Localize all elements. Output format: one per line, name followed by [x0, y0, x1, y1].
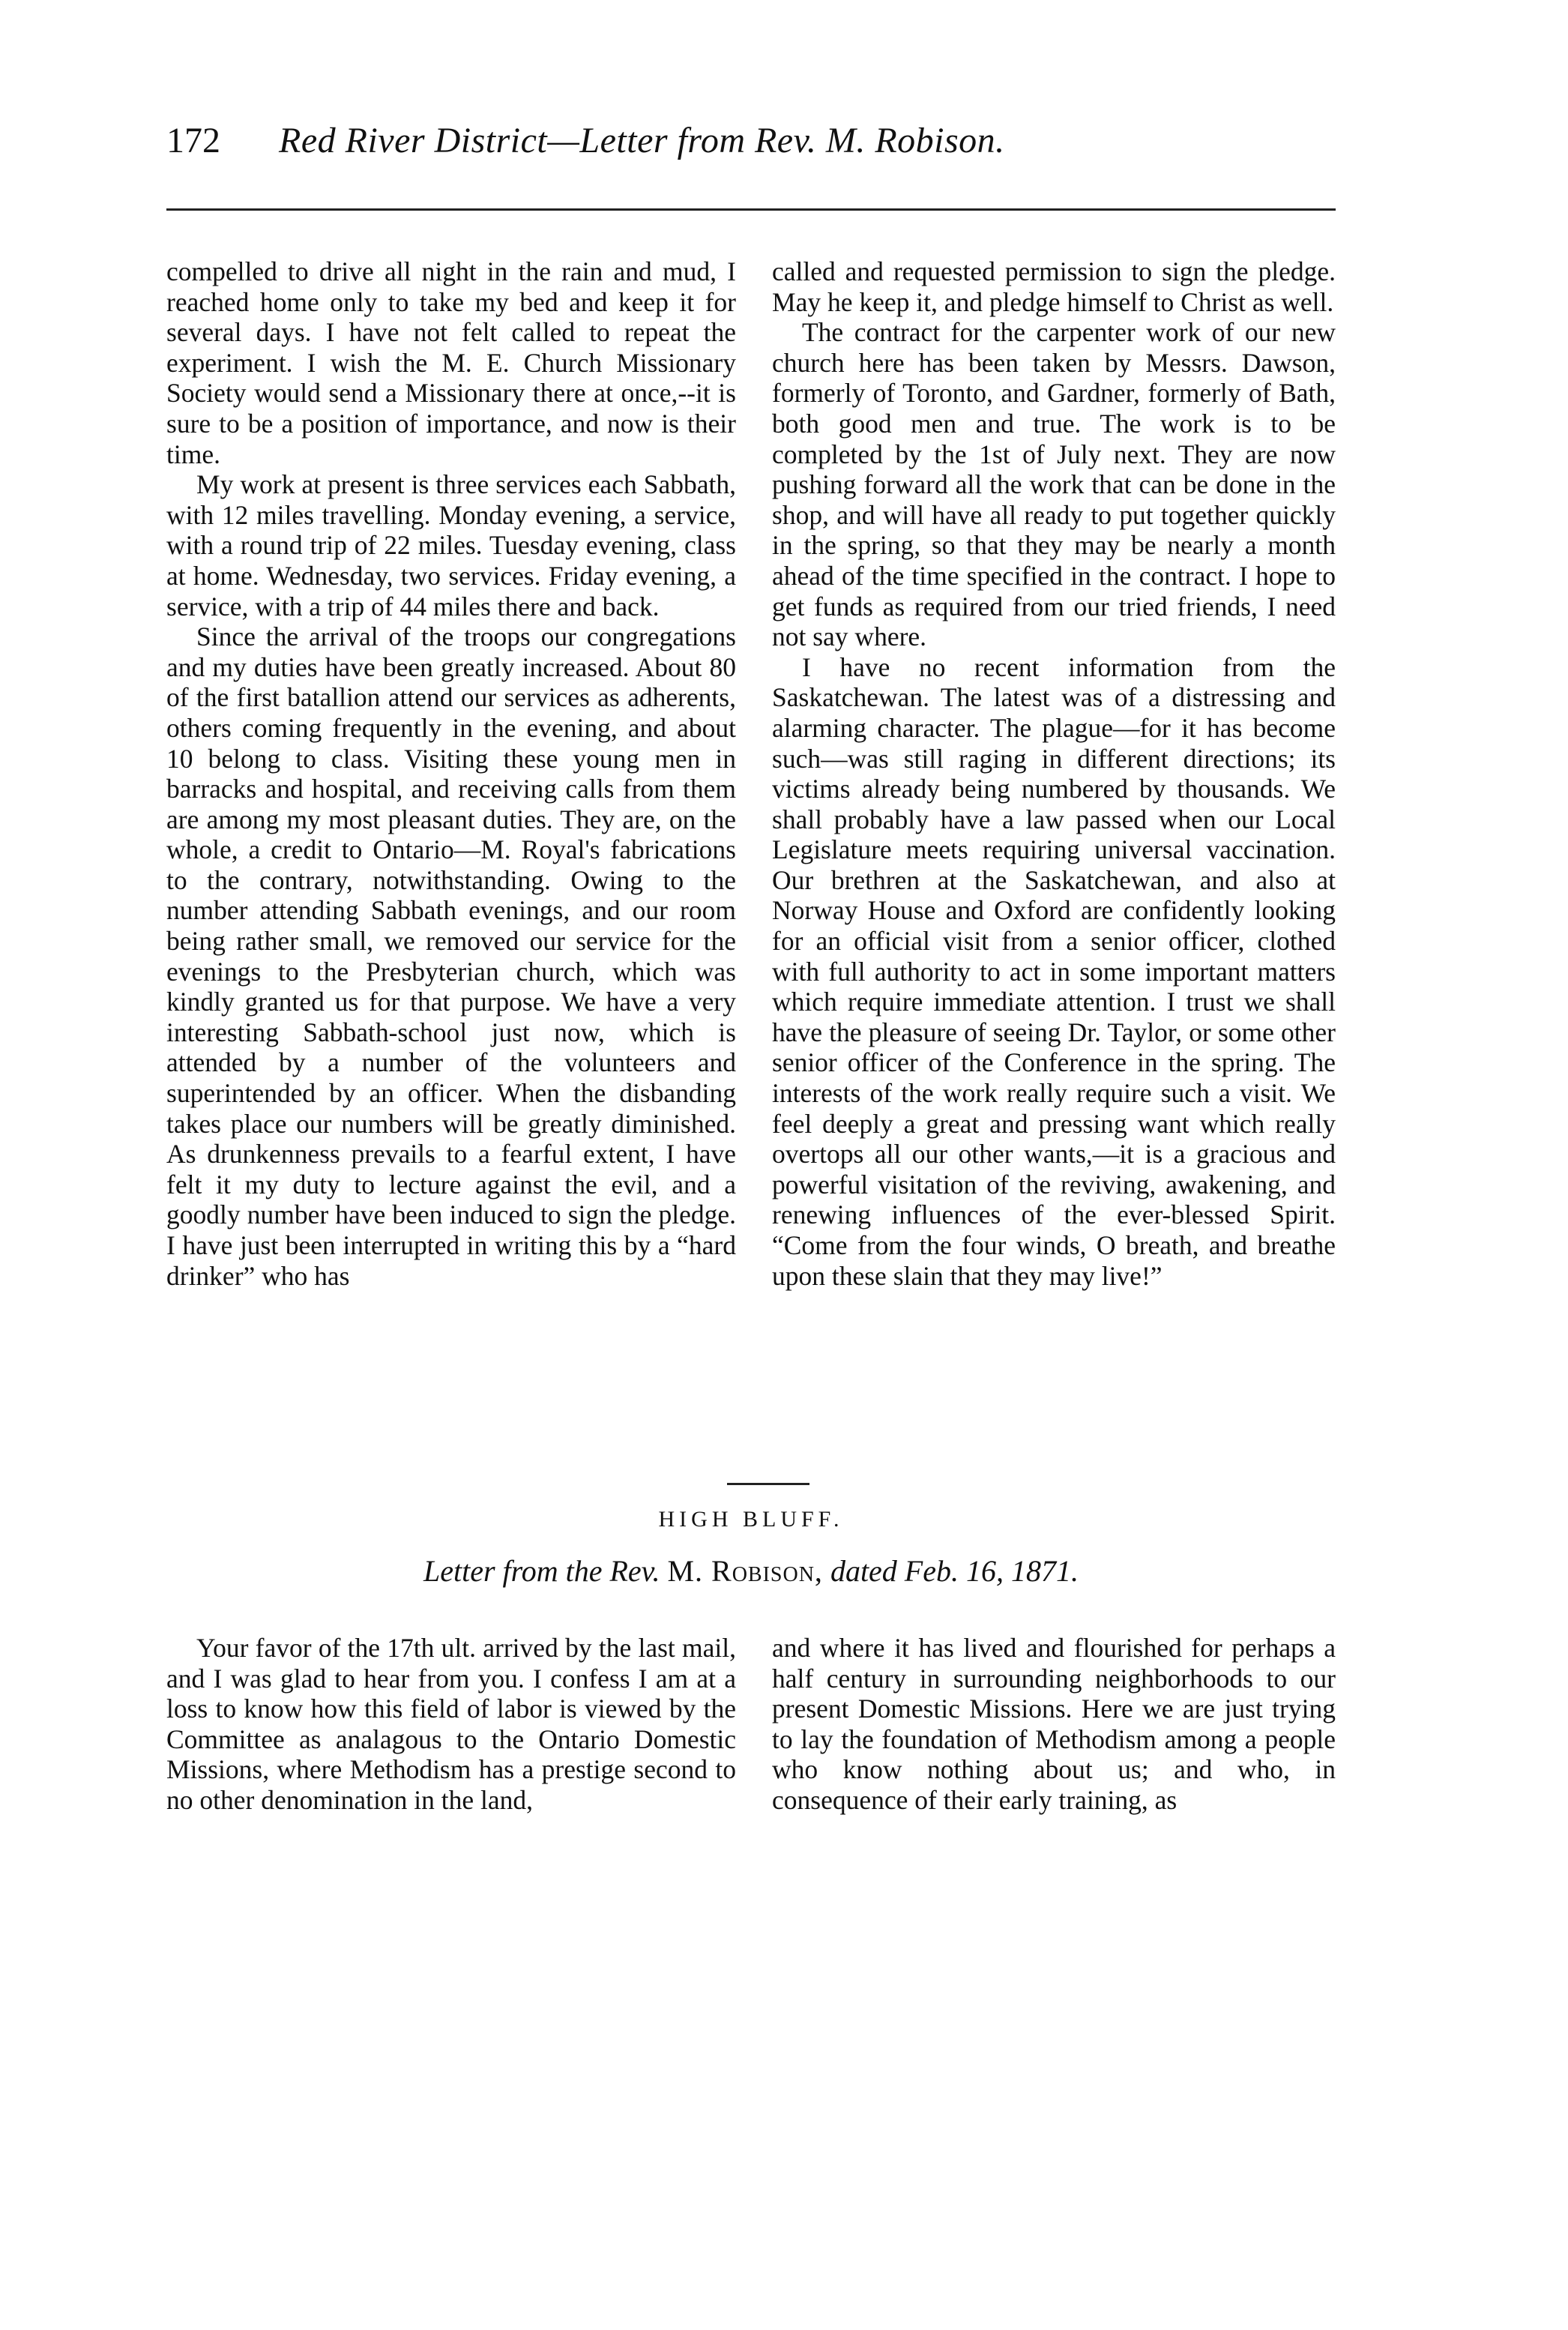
byline-date: dated Feb. 16, 1871.	[830, 1554, 1079, 1588]
running-title: Red River District—Letter from Rev. M. Robison.	[279, 121, 1005, 160]
paragraph: compelled to drive all night in the rain and mud, I reached home only to take my bed and keep it for several days. I have not felt called to repeat the experiment. I wish the M. E. Church Missionary Society would send a Missionary there at once,--it is sure to be a position of importance, and now is their time.	[166, 256, 736, 469]
paragraph: Your favor of the 17th ult. arrived by the last mail, and I was glad to hear from you. I confess I am at a loss to know how this field of labor is viewed by the Committee as analagous to the Ontario Domestic Missions, where Methodism has a prestige second to no other denomination in the land,	[166, 1633, 736, 1815]
bottom-right-column	[772, 1633, 1336, 1858]
header-rule	[166, 208, 1336, 211]
top-right-column	[772, 256, 1336, 1448]
paragraph: and where it has lived and flourished for perhaps a half century in surrounding neighborhoods to our present Domestic Missions. Here we are just trying to lay the foundation of Methodism among a people who know nothing about us; and who, in consequence of their early training, as	[772, 1633, 1336, 1815]
paragraph: I have no recent information from the Saskatchewan. The latest was of a distressing and alarming character. The plague—for it has become such—was still raging in different directions; its victims already being numbered by thousands. We shall probably have a law passed when our Local Legislature meets requiring universal vaccination. Our brethren at the Saskatchewan, and also at Norway House and Oxford are confidently looking for an official visit from a senior officer, clothed with full authority to act in some important matters which require immediate attention. I trust we shall have the pleasure of seeing Dr. Taylor, or some other senior officer of the Conference in the spring. The interests of the work really require such a visit. We feel deeply a great and pressing want which really overtops all our other wants,—it is a gracious and powerful visitation of the reviving, awakening, and renewing influences of the ever-blessed Spirit. “Come from the four winds, O breath, and breathe upon these slain that they may live!”	[772, 651, 1336, 1291]
byline-name: M. Robison,	[667, 1554, 823, 1588]
byline-prefix: Letter from the Rev.	[423, 1554, 660, 1588]
paragraph: The contract for the carpenter work of our new church here has been taken by Messrs. Dawson, formerly of Toronto, and Gardner, formerly of Bath, both good men and true. The work is to be completed by the 1st of July next. They are now pushing forward all the work that can be done in the shop, and will have all ready to put together quickly in the spring, so that they may be nearly a month ahead of the time specified in the contract. I hope to get funds as required from our tried friends, I need not say where.	[772, 317, 1336, 652]
paragraph: My work at present is three services each Sabbath, with 12 miles travelling. Monday evening, a service, with a round trip of 22 miles. Tuesday evening, class at home. Wednesday, two services. Friday evening, a service, with a trip of 44 miles there and back.	[166, 469, 736, 621]
section-heading: HIGH BLUFF.	[658, 1507, 844, 1532]
page-number: 172	[166, 121, 220, 160]
running-header	[166, 120, 1336, 180]
paragraph: called and requested permission to sign the pledge. May he keep it, and pledge himself to Christ as well.	[772, 256, 1336, 317]
bottom-left-column	[166, 1633, 736, 1858]
top-left-column	[166, 256, 736, 1448]
section-divider	[727, 1483, 809, 1485]
letter-byline	[166, 1553, 1336, 1589]
paragraph: Since the arrival of the troops our congregations and my duties have been greatly increased. About 80 of the first batallion attend our services as adherents, others coming frequently in the evening, and about 10 belong to class. Visiting these young men in barracks and hospital, and receiving calls from them are among my most pleasant duties. They are, on the whole, a credit to Ontario—M. Royal's fabrications to the contrary, notwithstanding. Owing to the number attending Sabbath evenings, and our room being rather small, we removed our service for the evenings to the Presbyterian church, which was kindly granted us for that purpose. We have a very interesting Sabbath-school just now, which is attended by a number of the volunteers and superintended by an officer. When the disbanding takes place our numbers will be greatly diminished. As drunkenness prevails to a fearful extent, I have felt it my duty to lecture against the evil, and a goodly number have been induced to sign the pledge. I have just been interrupted in writing this by a “hard drinker” who has	[166, 621, 736, 1291]
